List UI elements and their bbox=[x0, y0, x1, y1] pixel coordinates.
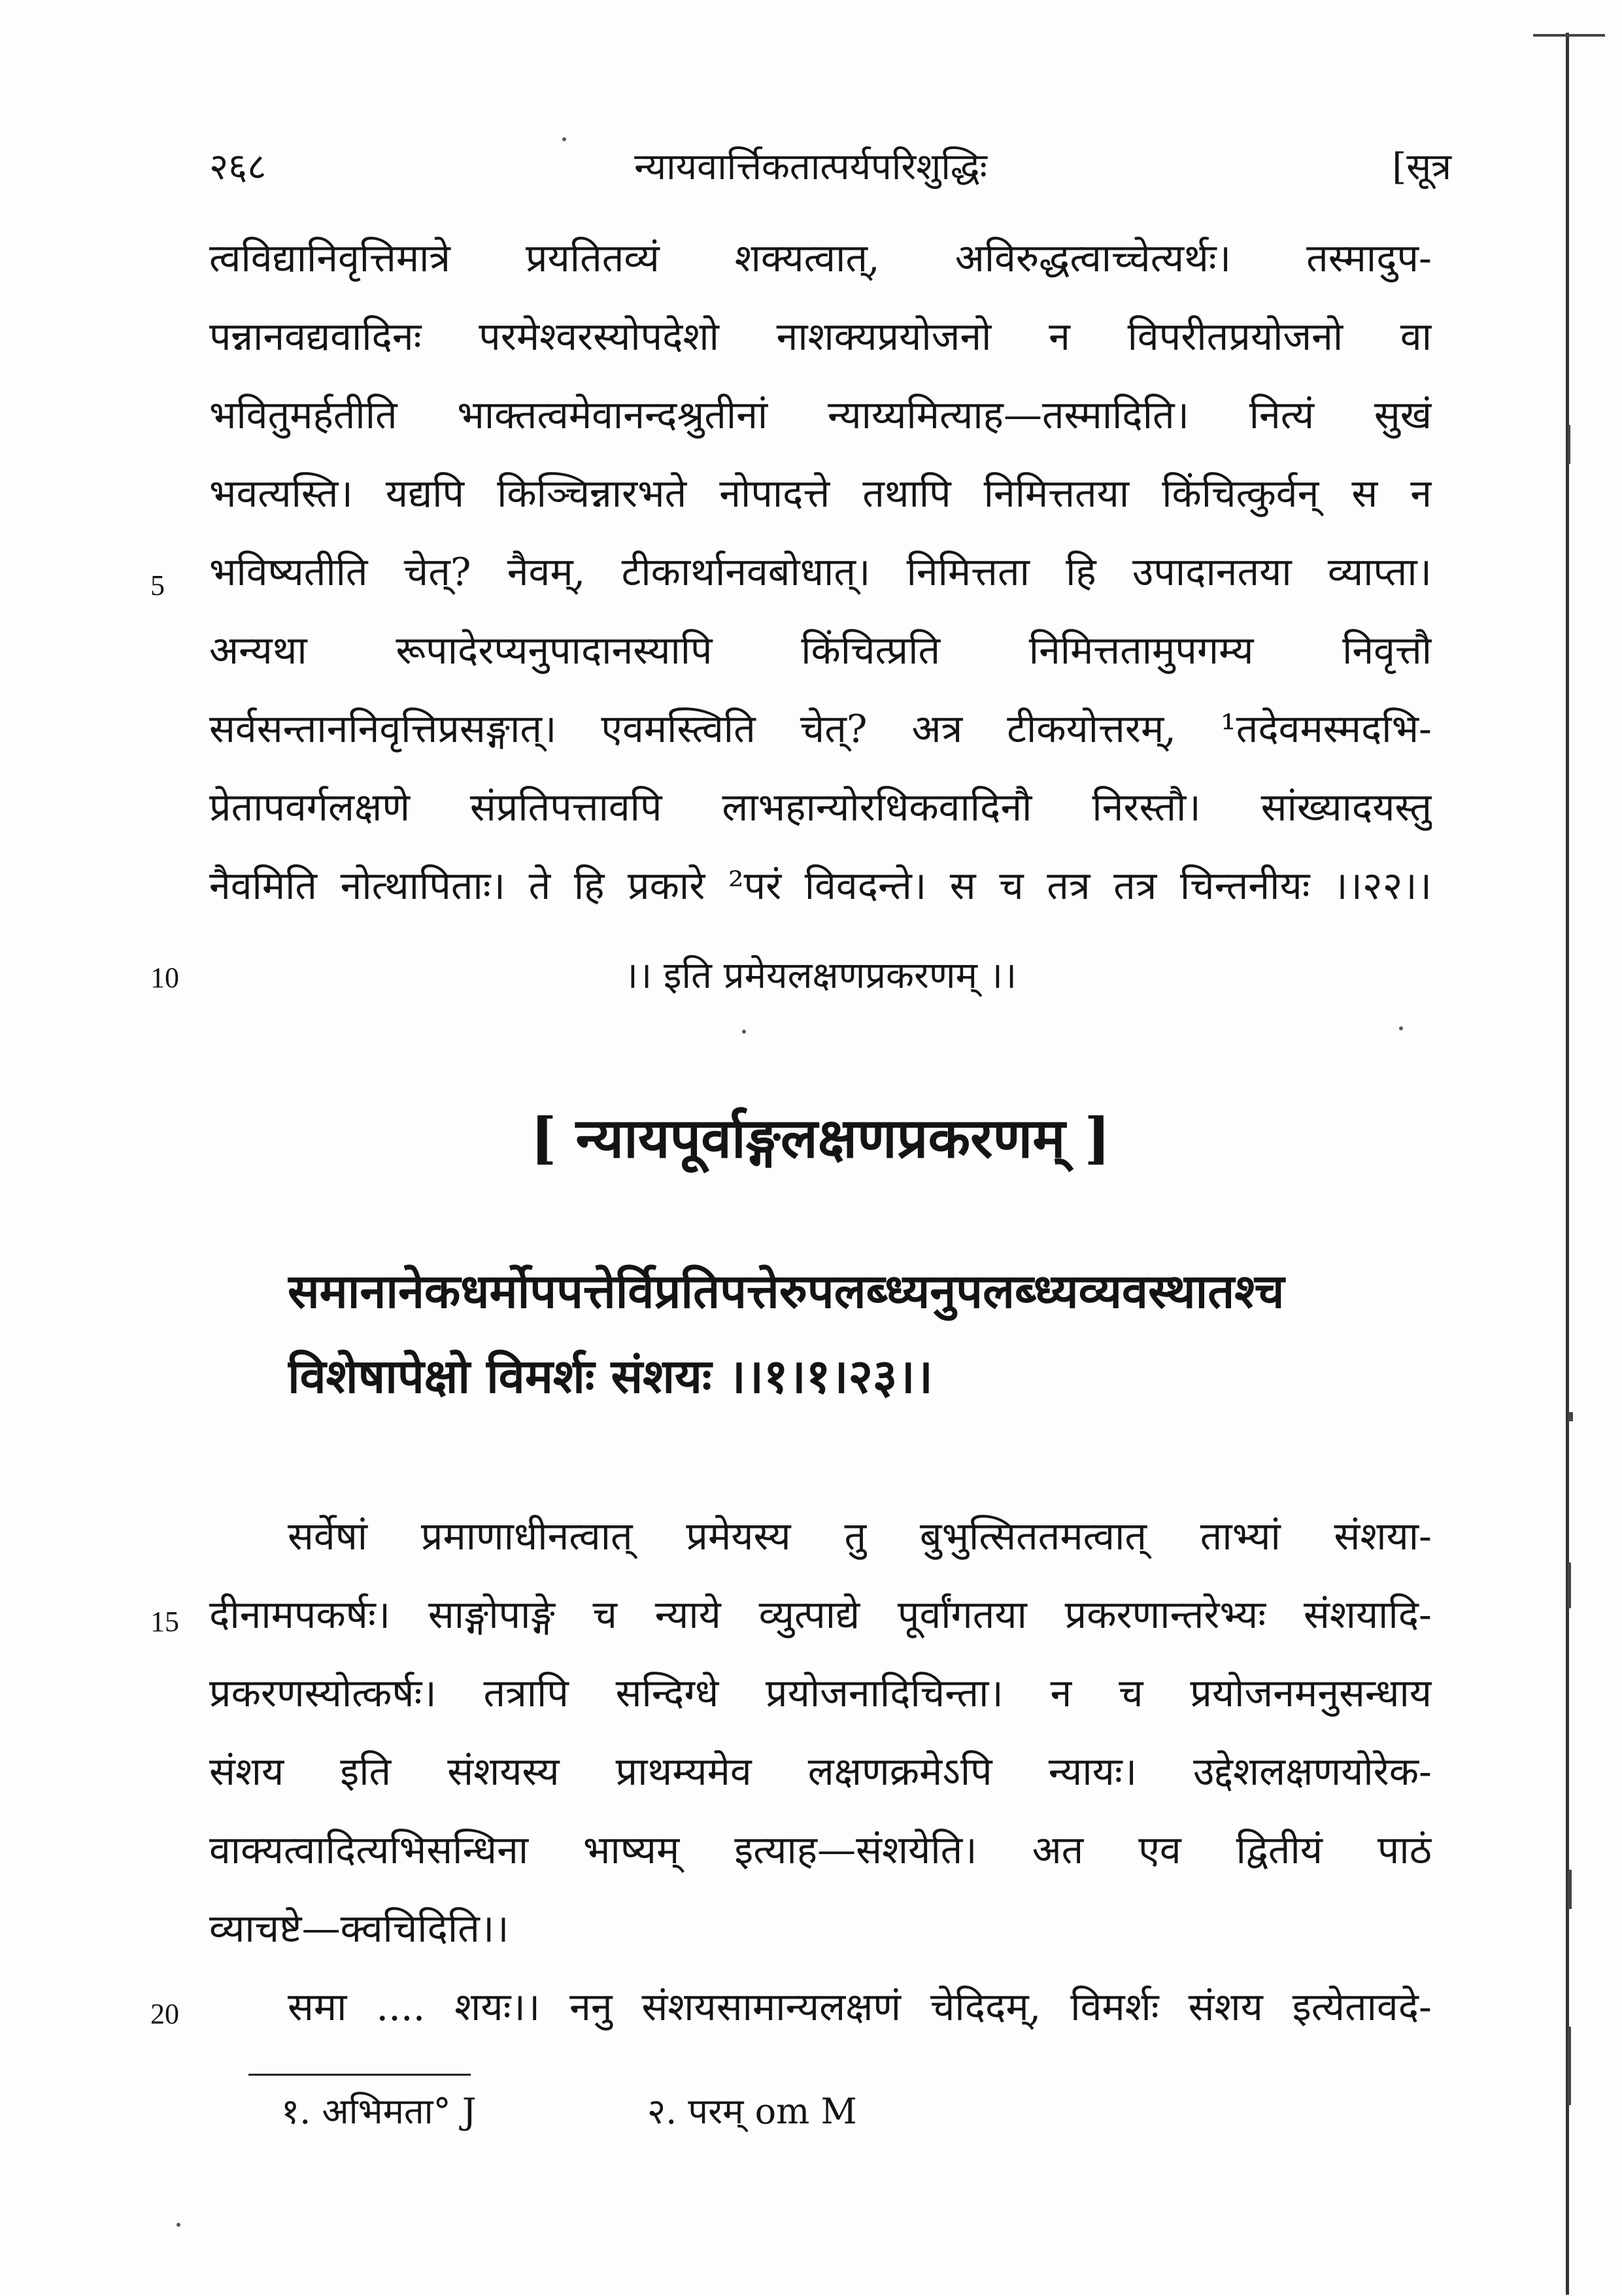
footnote-rule bbox=[248, 2074, 471, 2076]
text-line: भवत्यस्ति। यद्यपि किञ्चिन्नारभते नोपादत्ते तथापि निमित्ततया किंचित्कुर्वन् स न bbox=[209, 471, 1432, 516]
text-line: भविष्यतीति चेत्? नैवम्, टीकार्थानवबोधात्। निमित्तता हि उपादानतया व्याप्ता। bbox=[209, 549, 1432, 594]
text-line: दीनामपकर्षः। साङ्गोपाङ्गे च न्याये व्युत्पाद्ये पूर्वांगतया प्रकरणान्तरेभ्यः संशयादि- bbox=[209, 1592, 1432, 1637]
scan-edge-mark bbox=[1568, 1562, 1571, 1608]
text-line: वाक्यत्वादित्यभिसन्धिना भाष्यम् इत्याह—संशयेति। अत एव द्वितीयं पाठं bbox=[209, 1827, 1432, 1872]
line-number-15: 15 bbox=[150, 1606, 179, 1638]
sutra-text bbox=[288, 1249, 1432, 1419]
text-line: सर्वसन्ताननिवृत्तिप्रसङ्गात्। एवमस्त्विति चेत्? अत्र टीकयोत्तरम्, ¹तदेवमस्मदभि- bbox=[209, 706, 1432, 751]
scan-edge-mark bbox=[1568, 1870, 1572, 1909]
commentary-block-2 bbox=[209, 1497, 1432, 2046]
scan-edge-line bbox=[1566, 33, 1569, 2295]
text-line: प्रकरणस्योत्कर्षः। तत्रापि सन्दिग्धे प्रयोजनादिचिन्ता। न च प्रयोजनमनुसन्धाय bbox=[209, 1670, 1432, 1715]
scan-edge-mark bbox=[1568, 1412, 1573, 1421]
commentary-block-1 bbox=[209, 219, 1432, 925]
scan-speck bbox=[177, 2223, 180, 2227]
text-line: भवितुमर्हतीति भाक्तत्वमेवानन्दश्रुतीनां न्याय्यमित्याह—तस्मादिति। नित्यं सुखं bbox=[209, 392, 1432, 437]
footnote-1: १. अभिमता° J bbox=[281, 2091, 477, 2132]
scan-edge-mark bbox=[1533, 34, 1605, 37]
text-line: पन्नानवद्यवादिनः परमेश्वरस्योपदेशो नाशक्यप्रयोजनो न विपरीतप्रयोजनो वा bbox=[209, 314, 1432, 359]
scan-edge-mark bbox=[1568, 425, 1570, 464]
sutra-line: विशेषापेक्षो विमर्शः संशयः ।।१।१।२३।। bbox=[288, 1348, 933, 1404]
section-title: [ न्यायपूर्वाङ्गलक्षणप्रकरणम् ] bbox=[530, 1106, 1111, 1170]
running-title: न्यायवार्त्तिकतात्पर्यपरिशुद्धिः bbox=[634, 146, 987, 188]
scan-speck bbox=[1399, 1026, 1403, 1030]
text-line: समा .... शयः।। ननु संशयसामान्यलक्षणं चेदिदम्, विमर्शः संशय इत्येतावदे- bbox=[288, 1984, 1432, 2029]
line-number-10: 10 bbox=[150, 962, 179, 994]
text-line: प्रेतापवर्गलक्षणे संप्रतिपत्तावपि लाभहान्योरधिकवादिनौ निरस्तौ। सांख्यादयस्तु bbox=[209, 785, 1432, 830]
scan-speck bbox=[742, 1030, 746, 1034]
text-line: नैवमिति नोत्थापिताः। ते हि प्रकारे ²परं विवदन्ते। स च तत्र तत्र चिन्तनीयः ।।२२।। bbox=[209, 863, 1432, 908]
scan-edge-mark bbox=[1568, 2027, 1571, 2105]
line-number-5: 5 bbox=[150, 569, 165, 601]
chapter-colophon: ।। इति प्रमेयलक्षणप्रकरणम् ।। bbox=[624, 954, 1017, 997]
sutra-line: समानानेकधर्मोपपत्तेर्विप्रतिपत्तेरुपलब्ध्यनुपलब्ध्यव्यवस्थातश्च bbox=[288, 1263, 1285, 1319]
line-number-20: 20 bbox=[150, 1998, 179, 2030]
text-line: व्याचष्टे—क्वचिदिति।। bbox=[209, 1906, 509, 1951]
text-line: संशय इति संशयस्य प्राथम्यमेव लक्षणक्रमेऽपि न्यायः। उद्देशलक्षणयोरेक- bbox=[209, 1749, 1432, 1794]
text-line: सर्वेषां प्रमाणाधीनत्वात् प्रमेयस्य तु बुभुत्सिततमत्वात् ताभ्यां संशया- bbox=[288, 1513, 1432, 1559]
footnote-2: २. परम् om M bbox=[647, 2091, 857, 2132]
scan-speck bbox=[562, 137, 566, 141]
text-line: त्वविद्यानिवृत्तिमात्रे प्रयतितव्यं शक्यत्वात्, अविरुद्धत्वाच्चेत्यर्थः। तस्मादुप- bbox=[209, 235, 1432, 280]
section-reference: [सूत्र bbox=[1392, 146, 1451, 188]
text-line: अन्यथा रूपादेरप्यनुपादानस्यापि किंचित्प्रति निमित्ततामुपगम्य निवृत्तौ bbox=[209, 628, 1432, 673]
page-number: २६८ bbox=[209, 146, 267, 188]
